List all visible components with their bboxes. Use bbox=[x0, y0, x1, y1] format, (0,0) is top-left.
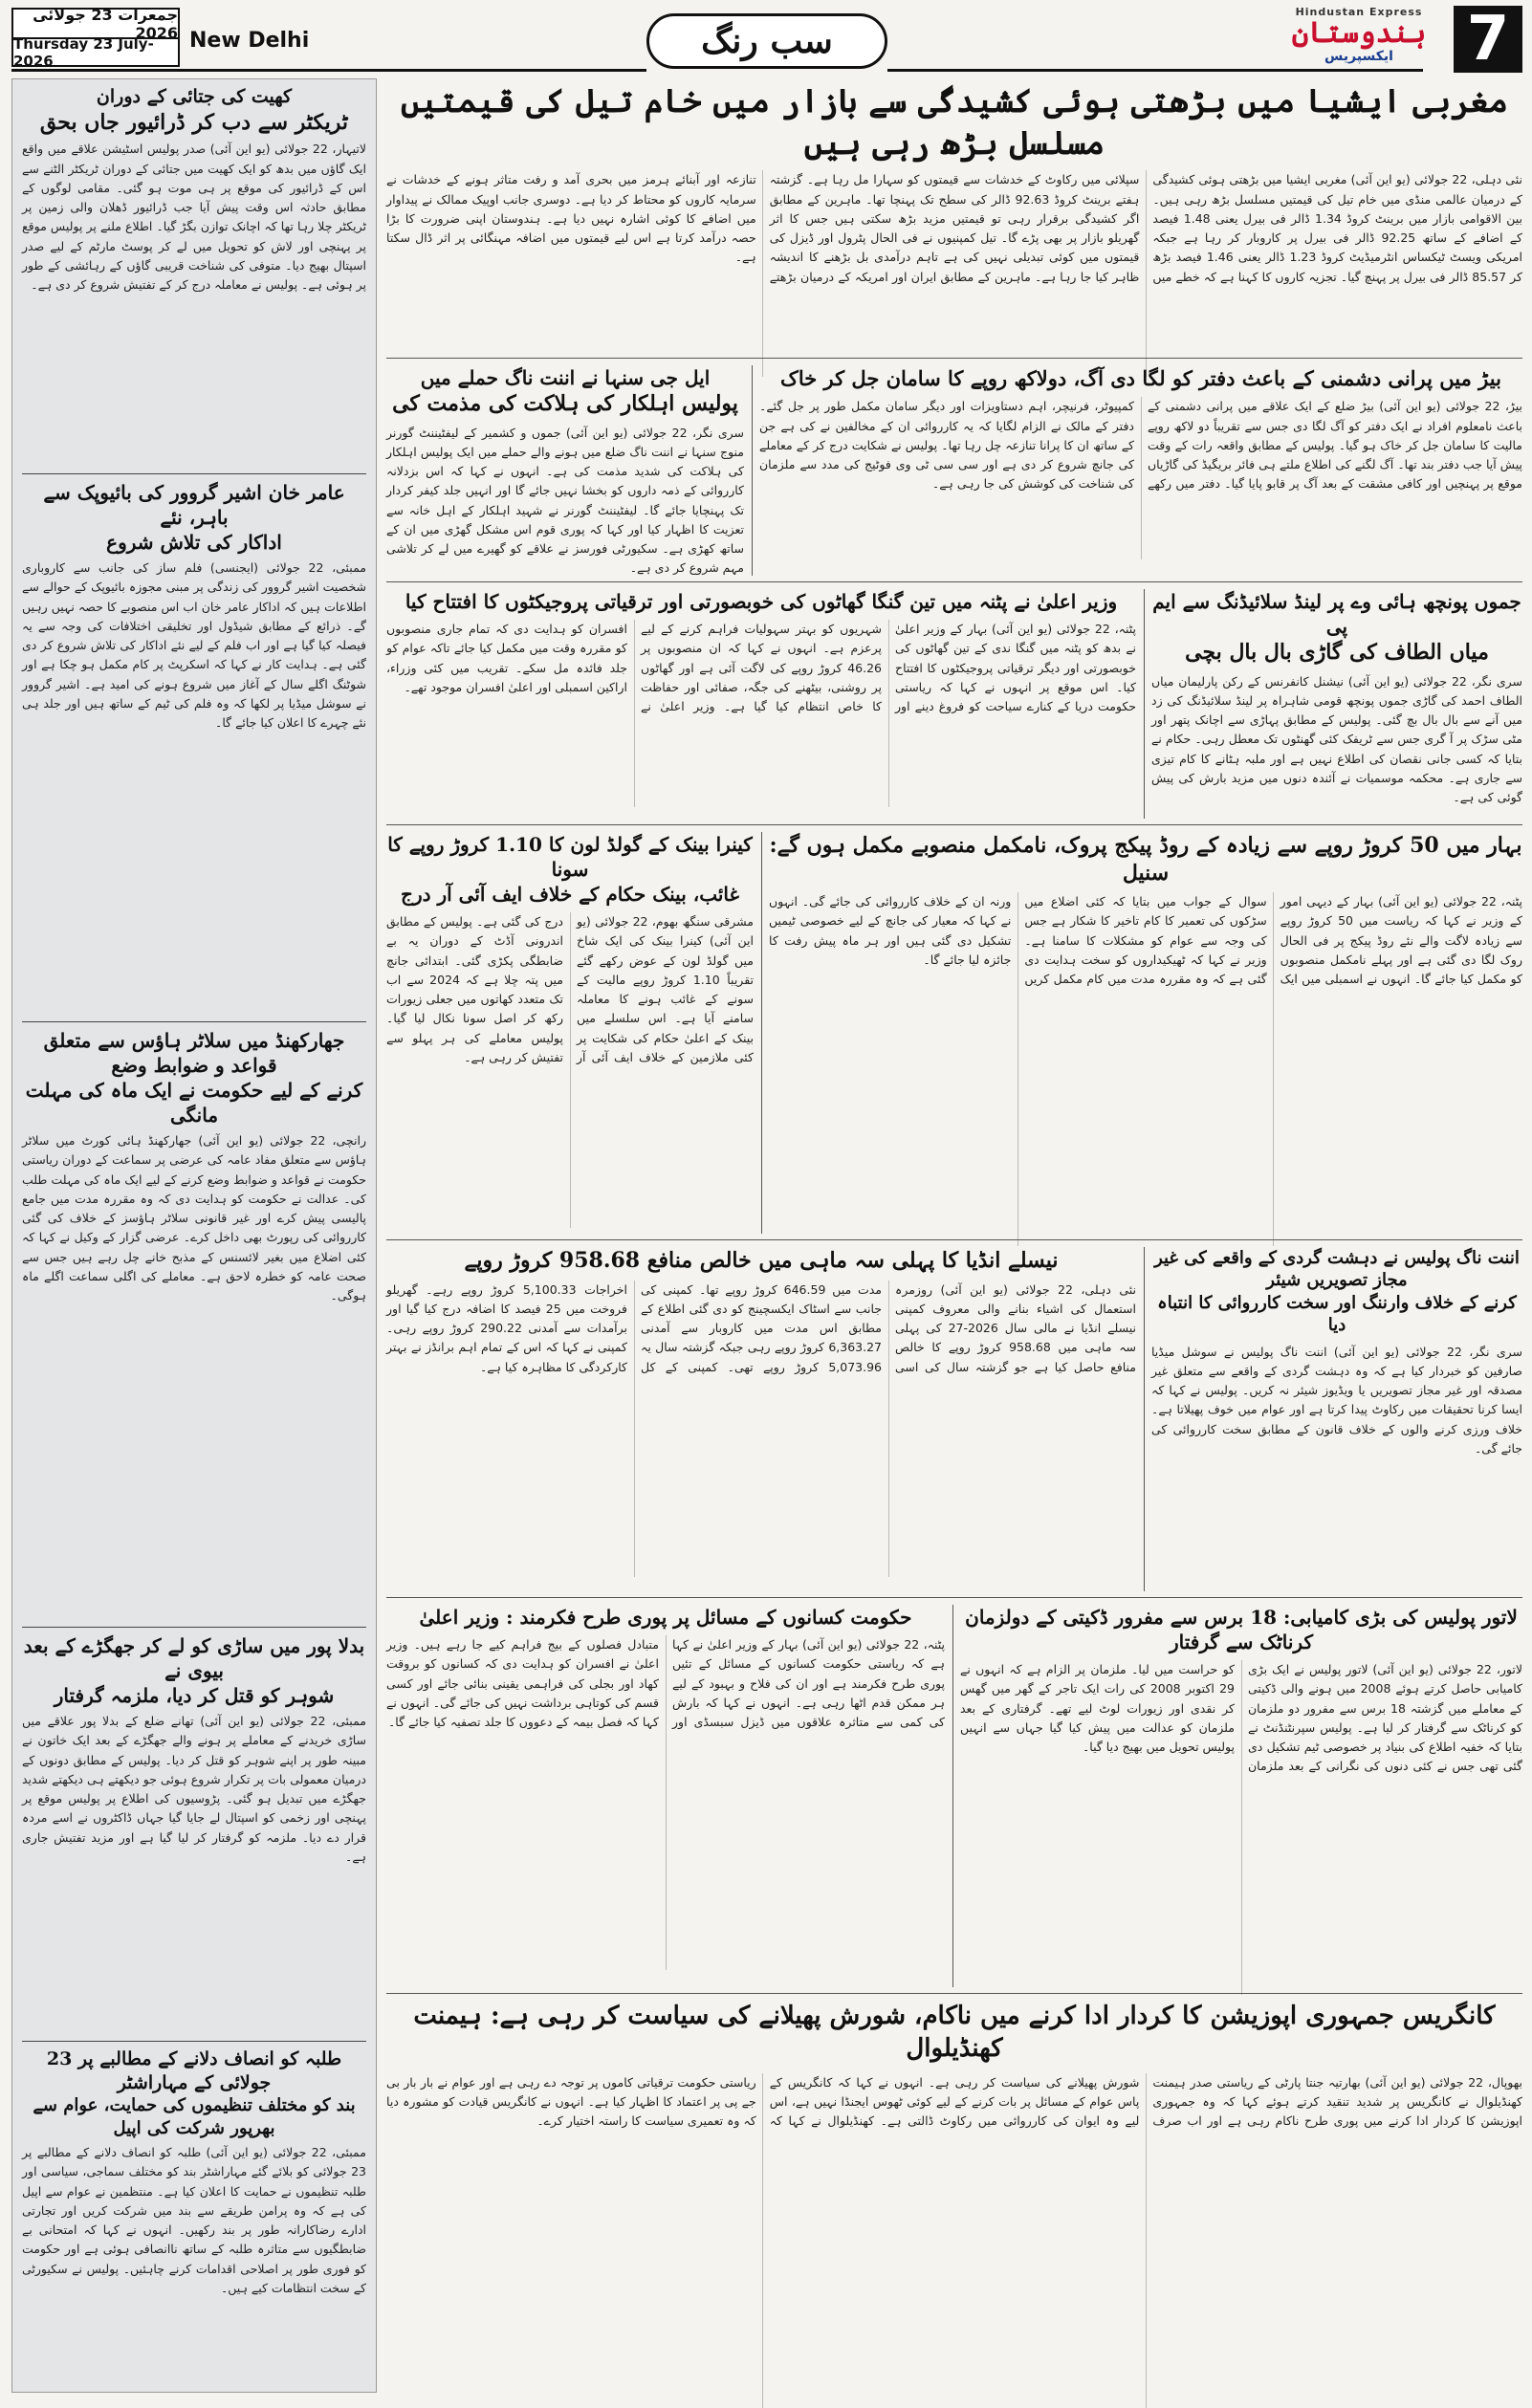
left-news-column bbox=[11, 78, 377, 2393]
story-latur-arrest bbox=[960, 1605, 1522, 1987]
headline: بہار میں 50 کروڑ روپے سے زیادہ کے روڈ پیکج پروک، نامکمل منصوبے مکمل ہوں گے: سنیل bbox=[769, 833, 1522, 886]
article-body: رانچی، 22 جولائی (یو این آئی) جھارکھنڈ ہائی کورٹ میں سلاٹر ہاؤس سے متعلق مفاد عامہ کی عرضی پر سماعت کے دوران ریاستی حکومت نے قواعد و ضوابط وضع کرنے کے لیے ایک ماہ کی مہلت طلب کی۔ عدالت نے حکومت کو ہدایت دی کہ وہ مقررہ مدت میں جامع پالیسی پیش کرے اور غیر قانونی سلاٹر ہاؤسز کے خلاف کی گئی کارروائی کی رپورٹ بھی داخل کرے۔ عرضی گزار کے وکیل نے کہا کہ کئی اضلاع میں بغیر لائسنس کے مذبح خانے چل رہے ہیں جس سے صحت عامہ کو خطرہ لاحق ہے۔ معاملے کی اگلی سماعت اگلے ماہ ہوگی۔ bbox=[22, 1133, 366, 1303]
article-body: ممبئی، 22 جولائی (یو این آئی) طلبہ کو انصاف دلانے کے مطالبے پر 23 جولائی کو بلائے گئے مہاراشٹر بند کو مختلف سماجی، سیاسی اور طلبہ تنظیموں نے حمایت کا اعلان کیا ہے۔ منتظمین نے عوام سے اپیل کی ہے کہ وہ پرامن طریقے سے بند میں شرکت کریں اور تجارتی ادارے رضاکارانہ طور پر بند رکھیں۔ انہوں نے کہا کہ امتحانی بے ضابطگیوں سے متاثرہ طلبہ کے ساتھ ناانصافی ہوئی ہے اور حکومت کو فوری طور پر اصلاحی اقدامات کرنے چاہئیں۔ پولیس نے سکیورٹی کے سخت انتظامات کیے ہیں۔ bbox=[22, 2145, 366, 2295]
page-number: 7 bbox=[1454, 6, 1522, 73]
headline: کھیت کی جتائی کے دوران bbox=[96, 86, 293, 107]
headline: بدلا پور میں ساڑی کو لے کر جھگڑے کے بعد بیوی نے bbox=[23, 1634, 365, 1682]
headline: جھارکھنڈ میں سلاٹر ہاؤس سے متعلق قواعد و ضوابط وضع bbox=[43, 1029, 345, 1077]
headline: طلبہ کو انصاف دلانے کے مطالبے پر 23 جولائی کے مہاراشٹر bbox=[46, 2048, 342, 2093]
article-body: ممبئی، 22 جولائی (ایجنسی) فلم ساز کی جانب سے کاروباری شخصیت اشیر گروور کی زندگی پر مبنی مجوزہ بائیوپک کے حوالے سے اطلاعات ہیں کہ اداکار عامر خان اب اس منصوبے کا حصہ نہیں رہیں گے۔ ذرائع کے مطابق شیڈول اور تخلیقی اختلافات کی وجہ سے یہ فیصلہ کیا گیا ہے اور اب فلم کے لیے نئے اداکار کی تلاش شروع کر دی گئی ہے۔ ہدایت کار نے کہا کہ اسکرپٹ پر کام مکمل ہو چکا ہے اور شوٹنگ اگلے سال کے آغاز میں شروع ہونے کی امید ہے۔ اشیر گروور نے سوشل میڈیا پر لکھا کہ وہ فلم کی ٹیم کے ساتھ ہیں اور جلد ہی نئے چہرے کا اعلان کیا جائے گا۔ bbox=[22, 560, 366, 730]
article-body: لاتیہار، 22 جولائی (یو این آئی) صدر پولیس اسٹیشن علاقے میں واقع ایک گاؤں میں بدھ کو ایک کھیت میں جتائی کے دوران ٹریکٹر الٹنے سے اس کے ڈرائیور کی موقع پر ہی موت ہو گئی۔ مقامی لوگوں کے مطابق حادثہ اس وقت پیش آیا جب ڈرائیور ڈھلان والی زمین پر ٹریکٹر چلا رہا تھا کہ اچانک توازن بگڑ گیا۔ اطلاع ملنے پر پولیس موقع پر پہنچی اور لاش کو تحویل میں لے کر پوسٹ مارٹم کے لیے صدر اسپتال بھیج دیا۔ متوفی کی شناخت قریبی گاؤں کے رہائشی کے طور پر ہوئی ہے۔ پولیس نے معاملہ درج کر کے تفتیش شروع کر دی ہے۔ bbox=[22, 142, 366, 293]
headline: غائب، بینک حکام کے خلاف ایف آئی آر درج bbox=[401, 883, 739, 906]
divider bbox=[761, 832, 762, 1234]
divider bbox=[22, 473, 366, 474]
story-crude-oil bbox=[386, 78, 1522, 354]
date-urdu: جمعرات 23 جولائی 2026 bbox=[33, 5, 178, 42]
headline: لاتور پولیس کی بڑی کامیابی: 18 برس سے مفرور ڈکیتی کے دولزمان کرناٹک سے گرفتار bbox=[965, 1606, 1518, 1653]
section-title: سب رنگ bbox=[646, 13, 887, 69]
story-slaughter-house bbox=[22, 1028, 366, 1621]
divider bbox=[386, 1993, 1522, 1994]
headline: بیڑ میں پرانی دشمنی کے باعث دفتر کو لگا دی آگ، دولاکھ روپے کا سامان جل کر خاک bbox=[780, 366, 1501, 390]
story-anantnag-warning bbox=[1151, 1247, 1522, 1591]
article-body: نئی دہلی، 22 جولائی (یو این آئی) روزمرہ استعمال کی اشیاء بنانے والی معروف کمپنی نیسلے انڈیا نے مالی سال 2026-27 کی پہلی سہ ماہی میں 958.68 کروڑ روپے کا خالص منافع حاصل کیا ہے جو گزشتہ سال کی اسی مدت میں 646.59 کروڑ روپے تھا۔ کمپنی کی جانب سے اسٹاک ایکسچینج کو دی گئی اطلاع کے مطابق اس مدت میں کاروبار سے آمدنی 6,363.27 کروڑ روپے رہی جبکہ گزشتہ سال یہ 5,073.96 کروڑ روپے تھی۔ کمپنی کے کل اخراجات 5,100.33 کروڑ روپے رہے۔ گھریلو فروخت میں 25 فیصد کا اضافہ درج کیا گیا اور برآمدات سے آمدنی 290.22 کروڑ روپے رہی۔ کمپنی نے کہا کہ اس کے تمام اہم برانڈز نے بہتر کارکردگی کا مظاہرہ کیا ہے۔ bbox=[386, 1281, 1136, 1374]
newspaper-logo bbox=[1272, 6, 1446, 69]
headline: ٹریکٹر سے دب کر ڈرائیور جاں بحق bbox=[39, 109, 349, 135]
headline: کینرا بینک کے گولڈ لون کا 1.10 کروڑ روپے کا سونا bbox=[387, 833, 753, 881]
divider bbox=[1144, 1247, 1145, 1591]
article-body: نئی دہلی، 22 جولائی (یو این آئی) مغربی ایشیا میں بڑھتی ہوئی کشیدگی کے درمیان عالمی منڈی میں خام تیل کی قیمتیں مسلسل بڑھ رہی ہیں۔ بین الاقوامی بازار میں برینٹ کروڈ 1.34 ڈالر فی بیرل یعنی 1.48 فیصد کے اضافے کے ساتھ 92.25 ڈالر فی بیرل پر کاروبار کر رہا ہے جبکہ امریکی ویسٹ ٹیکساس انٹرمیڈیٹ کروڈ 1.23 ڈالر یعنی 1.46 فیصد بڑھ کر 85.57 ڈالر فی بیرل پر پہنچ گیا۔ تجزیہ کاروں کا کہنا ہے کہ خطے میں سپلائی میں رکاوٹ کے خدشات سے قیمتوں کو سہارا مل رہا ہے۔ گزشتہ ہفتے برینٹ کروڈ 92.63 ڈالر کی سطح تک پہنچا تھا۔ ماہرین کے مطابق اگر کشیدگی برقرار رہی تو قیمتیں مزید بڑھ سکتی ہیں جس کا اثر گھریلو بازار پر بھی پڑے گا۔ تیل کمپنیوں نے فی الحال پٹرول اور ڈیزل کی قیمتوں میں کوئی تبدیلی نہیں کی ہے تاہم درآمدی بل بڑھنے کا اندیشہ ظاہر کیا جا رہا ہے۔ ماہرین کے مطابق ایران اور امریکہ کے درمیان بڑھتے تنازعہ اور آبنائے ہرمز میں بحری آمد و رفت متاثر ہونے کے خدشات نے سرمایہ کاروں کو محتاط کر دیا ہے۔ دوسری جانب اوپیک ممالک نے پیداوار میں اضافے کا کوئی اشارہ نہیں دیا ہے۔ ہندوستان اپنی ضرورت کا بڑا حصہ درآمد کرتا ہے اس لیے قیمتوں میں اضافہ مہنگائی پر اثر ڈال سکتا ہے۔ bbox=[386, 172, 1523, 284]
divider bbox=[386, 581, 1522, 582]
headline: اننت ناگ پولیس نے دہشت گردی کے واقعے کی غیر مجاز تصویریں شیئر bbox=[1154, 1248, 1520, 1291]
divider bbox=[386, 358, 1522, 359]
article-body: بیڑ، 22 جولائی (یو این آئی) بیڑ ضلع کے ایک علاقے میں پرانی دشمنی کے باعث نامعلوم افراد نے ایک دفتر کو آگ لگا دی جس سے تقریباً دو لاکھ روپے مالیت کا سامان جل کر خاک ہو گیا۔ پولیس کے مطابق واقعہ رات کے وقت پیش آیا جب دفتر بند تھا۔ آگ لگنے کی اطلاع ملتے ہی فائر بریگیڈ کی گاڑیاں موقع پر پہنچیں اور کافی مشقت کے بعد آگ پر قابو پایا گیا۔ دفتر میں رکھے کمپیوٹر، فرنیچر، اہم دستاویزات اور دیگر سامان مکمل طور پر جل گئے۔ دفتر کے مالک نے الزام لگایا کہ یہ کارروائی ان کے مخالفین نے کی ہے جن کے ساتھ ان کا پرانا تنازعہ چل رہا تھا۔ پولیس نے شکایت درج کر کے معاملے کی جانچ شروع کر دی ہے اور سی سی ٹی وی فوٹیج کی مدد سے ملزمان کی شناخت کی کوشش کی جا رہی ہے۔ bbox=[759, 399, 1522, 492]
divider bbox=[22, 1627, 366, 1628]
story-beed-fire bbox=[759, 365, 1522, 576]
logo-english: Hindustan Express bbox=[1295, 6, 1423, 18]
headline: حکومت کسانوں کے مسائل پر پوری طرح فکرمند : وزیر اعلیٰ bbox=[419, 1606, 912, 1629]
main-news-area bbox=[386, 78, 1522, 2393]
headline: شوہر کو قتل کر دیا، ملزمہ گرفتار bbox=[54, 1684, 335, 1707]
headline: اداکار کی تلاش شروع bbox=[106, 531, 282, 554]
story-tractor bbox=[22, 85, 366, 468]
headline: عامر خان اشیر گروور کی بائیوپک سے باہر، نئے bbox=[43, 481, 345, 529]
story-lg-sinha bbox=[386, 365, 744, 576]
article-body: سری نگر، 22 جولائی (یو این آئی) اننت ناگ پولیس نے سوشل میڈیا صارفین کو خبردار کیا ہے کہ وہ دہشت گردی کے واقعے سے متعلق غیر مصدقہ اور غیر مجاز تصویریں یا ویڈیوز شیئر نہ کریں۔ پولیس نے کہا کہ ایسا کرنا تحقیقات میں رکاوٹ پیدا کرتا ہے اور عوام میں خوف پھیلاتا ہے۔ خلاف ورزی کرنے والوں کے خلاف قانون کے مطابق سخت کارروائی کی جائے گی۔ bbox=[1151, 1344, 1523, 1456]
date-english: Thursday 23 July-2026 bbox=[13, 37, 178, 65]
divider bbox=[1144, 589, 1145, 819]
story-aamir-khan bbox=[22, 480, 366, 1016]
article-body: سری نگر، 22 جولائی (یو این آئی) نیشنل کانفرنس کے رکن پارلیمان میاں الطاف احمد کی گاڑی جموں پونچھ قومی شاہراہ پر لینڈ سلائیڈنگ کی زد میں آنے سے بال بال بچ گئی۔ پولیس کے مطابق پہاڑی سے اچانک پتھر اور مٹی سڑک پر آ گری جس سے ٹریفک کئی گھنٹوں تک معطل رہی۔ حکام نے بتایا کہ کسی جانی نقصان کی اطلاع نہیں ہے اور ملبہ ہٹانے کا کام تیزی سے جاری ہے۔ محکمہ موسمیات نے آئندہ دنوں میں مزید بارش کی پیش گوئی کی ہے۔ bbox=[1151, 673, 1522, 805]
divider bbox=[22, 2041, 366, 2042]
headline: جموں پونچھ ہائی وے پر لینڈ سلائیڈنگ سے ایم پی bbox=[1152, 590, 1521, 638]
divider bbox=[752, 365, 753, 576]
headline: نیسلے انڈیا کا پہلی سہ ماہی میں خالص منافع 958.68 کروڑ روپے bbox=[464, 1248, 1059, 1273]
article-body: بھوپال، 22 جولائی (یو این آئی) بھارتیہ جنتا پارٹی کے ریاستی صدر ہیمنت کھنڈیلوال نے کانگریس پر شدید تنقید کرتے ہوئے کہا کہ وہ جمہوری اپوزیشن کا کردار ادا کرنے میں پوری طرح ناکام رہی ہے اور اب صرف شورش پھیلانے کی سیاست کر رہی ہے۔ انہوں نے کہا کہ کانگریس کے پاس عوام کے مسائل پر بات کرنے کے لیے کوئی ٹھوس ایجنڈا نہیں ہے، اس لیے وہ ایوان کی کارروائی میں رکاوٹ ڈالتی ہے۔ کھنڈیلوال نے کہا کہ ریاستی حکومت ترقیاتی کاموں پر توجہ دے رہی ہے اور عوام نے بار بار بی جے پی پر اعتماد کا اظہار کیا ہے۔ انہوں نے کانگریس قیادت کو مشورہ دیا کہ وہ تعمیری سیاست کا راستہ اختیار کرے۔ bbox=[386, 2074, 1522, 2129]
city-label: New Delhi bbox=[189, 29, 310, 53]
story-farmers bbox=[386, 1605, 945, 1987]
headline: ایل جی سنہا نے اننت ناگ حملے میں bbox=[420, 366, 711, 389]
headline: کرنے کے خلاف وارننگ اور سخت کارروائی کا انتباہ دیا bbox=[1157, 1292, 1517, 1336]
story-canara-bank bbox=[386, 832, 754, 1234]
headline: بند کو مختلف تنظیموں کی حمایت، عوام سے بھرپور شرکت کی اپیل bbox=[33, 2095, 356, 2138]
masthead-rule-left bbox=[11, 69, 646, 72]
divider bbox=[386, 1239, 1522, 1240]
headline: پولیس اہلکار کی ہلاکت کی مذمت کی bbox=[392, 391, 738, 416]
headline: کانگریس جمہوری اپوزیشن کا کردار ادا کرنے میں ناکام، شورش پھیلانے کی سیاست کر رہی ہے: ہیمنت کھنڈیلوال bbox=[413, 2002, 1496, 2063]
headline: میاں الطاف کی گاڑی بال بال بچی bbox=[1185, 640, 1489, 665]
divider bbox=[22, 1021, 366, 1022]
story-maharashtra-bandh bbox=[22, 2047, 366, 2401]
masthead bbox=[0, 0, 1532, 82]
divider bbox=[386, 824, 1522, 825]
story-bihar-road bbox=[769, 832, 1522, 1234]
article-body: پٹنہ، 22 جولائی (یو این آئی) بہار کے دیہی امور کے وزیر نے کہا کہ ریاست میں 50 کروڑ روپے سے زیادہ لاگت والے نئے روڈ پیکج پر فی الحال روک لگا دی گئی ہے اور پہلے نامکمل منصوبوں کو مکمل کیا جائے گا۔ انہوں نے اسمبلی میں ایک سوال کے جواب میں بتایا کہ کئی اضلاع میں سڑکوں کی تعمیر کا کام تاخیر کا شکار ہے جس کی وجہ سے عوام کو مشکلات کا سامنا ہے۔ وزیر نے کہا کہ ٹھیکیداروں کو سخت ہدایت دی گئی ہے کہ وہ مقررہ مدت میں کام مکمل کریں ورنہ ان کے خلاف کارروائی کی جائے گی۔ انہوں نے کہا کہ معیار کی جانچ کے لیے خصوصی ٹیمیں تشکیل دی گئی ہیں اور ہر ماہ پیش رفت کا جائزہ لیا جائے گا۔ bbox=[769, 894, 1522, 987]
article-body: لاتور، 22 جولائی (یو این آئی) لاتور پولیس نے ایک بڑی کامیابی حاصل کرتے ہوئے 2008 میں ہونے والی ڈکیتی کے معاملے میں گزشتہ 18 برس سے مفرور دو ملزمان کو کرناٹک سے گرفتار کر لیا ہے۔ پولیس سپرنٹنڈنٹ نے بتایا کہ خفیہ اطلاع کی بنیاد پر خصوصی ٹیم تشکیل دی گئی تھی جس نے کئی دنوں کی نگرانی کے بعد ملزمان کو حراست میں لیا۔ ملزمان پر الزام ہے کہ انہوں نے 29 اکتوبر 2008 کی رات ایک تاجر کے گھر میں گھس کر نقدی اور زیورات لوٹ لیے تھے۔ گرفتاری کے بعد ملزمان کو عدالت میں پیش کیا گیا جہاں سے انہیں پولیس تحویل میں بھیج دیا گیا۔ bbox=[960, 1662, 1522, 1774]
story-landslide bbox=[1151, 589, 1522, 819]
article-body: ممبئی، 22 جولائی (یو این آئی) تھانے ضلع کے بدلا پور علاقے میں ساڑی خریدنے کے معاملے پر ہونے والے جھگڑے کے بعد ایک خاتون نے مبینہ طور پر اپنے شوہر کو قتل کر دیا۔ پولیس کے مطابق دونوں کے درمیان معمولی بات پر تکرار شروع ہوئی جو دیکھتے ہی دیکھتے شدید جھگڑے میں تبدیل ہو گئی۔ پڑوسیوں کی اطلاع پر پولیس موقع پر پہنچی اور زخمی کو اسپتال لے جایا گیا جہاں ڈاکٹروں نے اسے مردہ قرار دے دیا۔ ملزمہ کو گرفتار کر لیا گیا ہے اور مزید تفتیش جاری ہے۔ bbox=[22, 1714, 366, 1864]
lead-headline: مغربی ایشیا میں بڑھتی ہوئی کشیدگی سے بازار میں خام تیل کی قیمتیں مسلسل بڑھ رہی ہیں bbox=[400, 82, 1509, 164]
article-body: پٹنہ، 22 جولائی (یو این آئی) بہار کے وزیر اعلیٰ نے کہا ہے کہ ریاستی حکومت کسانوں کے مسائل کے تئیں پوری طرح فکرمند ہے اور ان کی فلاح و بہبود کے لیے ہر ممکن قدم اٹھا رہی ہے۔ انہوں نے کہا کہ بارش کی کمی سے متاثرہ علاقوں میں ڈیزل سبسڈی اور متبادل فصلوں کے بیج فراہم کیے جا رہے ہیں۔ وزیر اعلیٰ نے افسران کو ہدایت دی کہ کسانوں کو بروقت کھاد اور بجلی کی فراہمی یقینی بنائی جائے اور کسی قسم کی کوتاہی برداشت نہیں کی جائے گی۔ انہوں نے کہا کہ فصل بیمہ کے دعووں کا جلد تصفیہ کیا جائے گا۔ bbox=[386, 1637, 945, 1729]
story-congress bbox=[386, 2001, 1522, 2389]
divider bbox=[386, 1597, 1522, 1598]
logo-urdu: ہندوستان bbox=[1291, 16, 1427, 50]
article-body: سری نگر، 22 جولائی (یو این آئی) جموں و کشمیر کے لیفٹیننٹ گورنر منوج سنہا نے اننت ناگ ضلع میں ہونے والے حملے میں ایک پولیس اہلکار کی ہلاکت کی شدید مذمت کی ہے۔ انہوں نے کہا کہ اس بزدلانہ کارروائی کے ذمہ داروں کو بخشا نہیں جائے گا اور انہیں جلد کیفر کردار تک پہنچایا جائے گا۔ لیفٹیننٹ گورنر نے شہید اہلکار کے اہل خانہ سے تعزیت کا اظہار کیا اور کہا کہ پوری قوم اس مشکل گھڑی میں ان کے ساتھ کھڑی ہے۔ سکیورٹی فورسز نے علاقے کو گھیرے میں لے کر تلاشی مہم شروع کر دی ہے۔ bbox=[386, 425, 744, 576]
date-box bbox=[11, 5, 180, 70]
story-patna-ghats bbox=[386, 589, 1136, 819]
story-badlapur bbox=[22, 1633, 366, 2035]
headline: وزیر اعلیٰ نے پٹنہ میں تین گنگا گھاٹوں کی خوبصورتی اور ترقیاتی پروجیکٹوں کا افتتاح کیا bbox=[405, 590, 1118, 613]
article-body: پٹنہ، 22 جولائی (یو این آئی) بہار کے وزیر اعلیٰ نے بدھ کو پٹنہ میں گنگا ندی کے تین گھاٹوں کی خوبصورتی اور دیگر ترقیاتی پروجیکٹوں کا افتتاح کیا۔ اس موقع پر انہوں نے کہا کہ ریاستی حکومت دریا کے کنارے سیاحت کو فروغ دینے اور شہریوں کو بہتر سہولیات فراہم کرنے کے لیے پرعزم ہے۔ انہوں نے کہا کہ ان منصوبوں پر 46.26 کروڑ روپے کی لاگت آئی ہے اور گھاٹوں پر روشنی، بیٹھنے کی جگہ، صفائی اور حفاظت کا خاص انتظام کیا گیا ہے۔ وزیر اعلیٰ نے افسران کو ہدایت دی کہ تمام جاری منصوبوں کو مقررہ وقت میں مکمل کیا جائے تاکہ عوام کو جلد فائدہ مل سکے۔ تقریب میں کئی وزراء، اراکین اسمبلی اور اعلیٰ افسران موجود تھے۔ bbox=[386, 622, 1136, 713]
divider bbox=[952, 1605, 953, 1987]
masthead-rule-right bbox=[887, 69, 1423, 72]
article-body: مشرقی سنگھ بھوم، 22 جولائی (یو این آئی) کینرا بینک کی ایک شاخ میں گولڈ لون کے عوض رکھے گئے تقریباً 1.10 کروڑ روپے مالیت کے سونے کے غائب ہونے کا معاملہ سامنے آیا ہے۔ اس سلسلے میں بینک کے اعلیٰ حکام کی شکایت پر کئی ملازمین کے خلاف ایف آئی آر درج کی گئی ہے۔ پولیس کے مطابق اندرونی آڈٹ کے دوران یہ بے ضابطگی پکڑی گئی۔ ابتدائی جانچ میں پتہ چلا ہے کہ 2024 سے اب تک متعدد کھاتوں میں جعلی زیورات رکھ کر اصل سونا نکال لیا گیا۔ پولیس معاملے کی ہر پہلو سے تفتیش کر رہی ہے۔ bbox=[386, 914, 755, 1064]
logo-subtitle: ایکسپریس bbox=[1324, 49, 1393, 64]
headline: کرنے کے لیے حکومت نے ایک ماہ کی مہلت مانگی bbox=[25, 1079, 363, 1127]
story-nestle-profit bbox=[386, 1247, 1136, 1591]
